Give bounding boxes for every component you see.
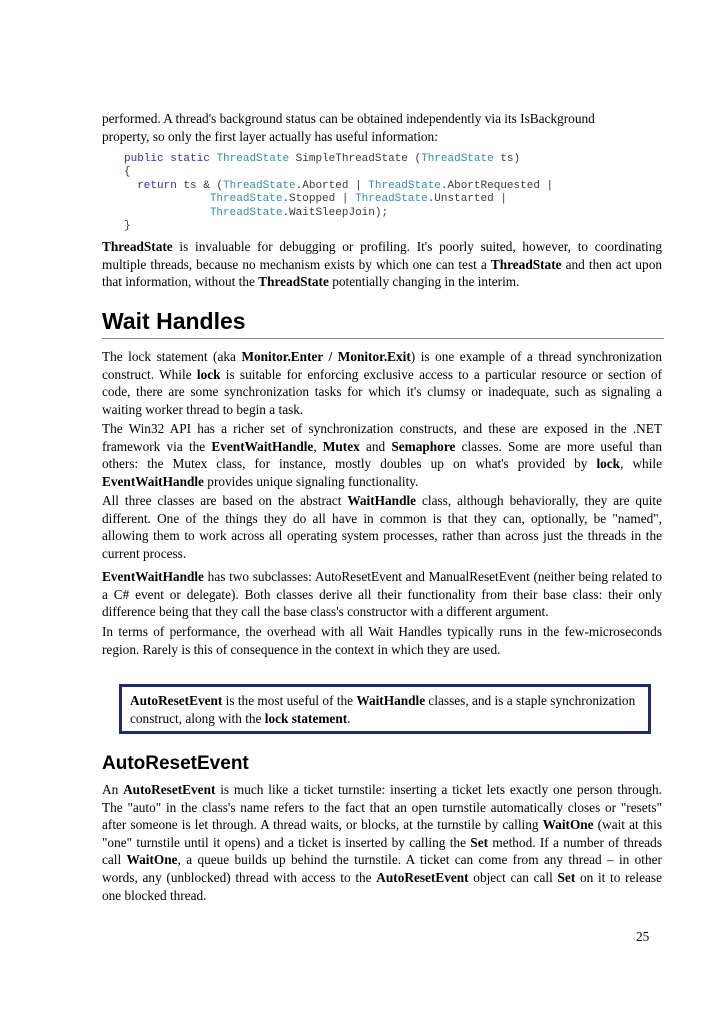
heading-wait-handles: Wait Handles	[102, 308, 246, 334]
code-keyword: return	[137, 179, 177, 192]
heading-autoresetevent: AutoResetEvent	[102, 753, 249, 774]
callout-text: AutoResetEvent is the most useful of the WaitHandle classes, and is a staple synchronization construct, along with the lock statement.	[130, 693, 636, 726]
code-type: ThreadState	[223, 179, 296, 192]
intro-line-2: property, so only the first layer actually has useful information:	[102, 128, 438, 144]
code-block: public static ThreadState SimpleThreadState (ThreadState ts) { return ts & (ThreadState.Aborted | ThreadState.AbortRequested | ThreadState.Stopped | ThreadState.Unstarted | ThreadState.WaitSleepJoin); }	[124, 153, 554, 233]
turnstile-paragraph: An AutoResetEvent is much like a ticket turnstile: inserting a ticket lets exactly one person through. The "auto" in the class's name refers to the fact that an open turnstile automatically closes or "resets" after someone is let through. A thread waits, or blocks, at the turnstile by calling WaitOne (wait at this "one" turnstile until it opens) and a ticket is inserted by calling the Set method. If a number of threads call WaitOne, a queue builds up behind the turnstile. A ticket can come from any thread – in other words, any (unblocked) thread with access to the AutoResetEvent object can call Set on it to release one blocked thread.	[102, 782, 663, 903]
subclasses-paragraph: EventWaitHandle has two subclasses: AutoResetEvent and ManualResetEvent (neither being related to a C# event or delegate). Both classes derive all their functionality from their base class: their only difference being that they call the base class's constructor with a different argument.	[102, 569, 662, 620]
heading-rule	[102, 338, 664, 339]
threadstate-paragraph: ThreadState is invaluable for debugging or profiling. It's poorly suited, however, to coordinating multiple threads, because no mechanism exists by which one can test a ThreadState and then act upon that information, without the ThreadState potentially changing in the interim.	[102, 239, 662, 290]
wait-handle-paragraph: All three classes are based on the abstract WaitHandle class, although behaviorally, they are quite different. One of the things they do all have in common is that they can, optionally, be "named", allowing them to work across all operating system processes, rather than across just the threads in the current process.	[102, 493, 662, 561]
code-keyword: public	[124, 153, 164, 165]
code-type: ThreadState	[216, 153, 290, 165]
win32-paragraph: The Win32 API has a richer set of synchronization constructs, and these are exposed in the .NET framework via the EventWaitHandle, Mutex and Semaphore classes. Some are more useful than others: the Mutex class, for instance, mostly doubles up on what's provided by lock, while EventWaitHandle provides unique signaling functionality.	[102, 421, 662, 489]
code-type: ThreadState	[421, 153, 494, 165]
code-keyword: static	[170, 153, 210, 165]
performance-paragraph: In terms of performance, the overhead with all Wait Handles typically runs in the few-microseconds region. Rarely is this of consequence in the context in which they are used.	[102, 624, 662, 657]
intro-line-1: performed. A thread's background status can be obtained independently via its IsBackground	[102, 111, 595, 126]
code-type: ThreadState	[209, 193, 283, 206]
code-type: ThreadState	[355, 193, 428, 206]
code-type: ThreadState	[368, 179, 441, 192]
intro-paragraph	[102, 110, 662, 145]
code-type: ThreadState	[209, 206, 283, 219]
page-number: 25	[636, 929, 650, 944]
lock-paragraph: The lock statement (aka Monitor.Enter / Monitor.Exit) is one example of a thread synchronization construct. While lock is suitable for enforcing exclusive access to a particular resource or section of code, there are some synchronization tasks for which it's clumsy or inadequate, such as signaling a waiting worker thread to begin a task.	[102, 349, 662, 417]
